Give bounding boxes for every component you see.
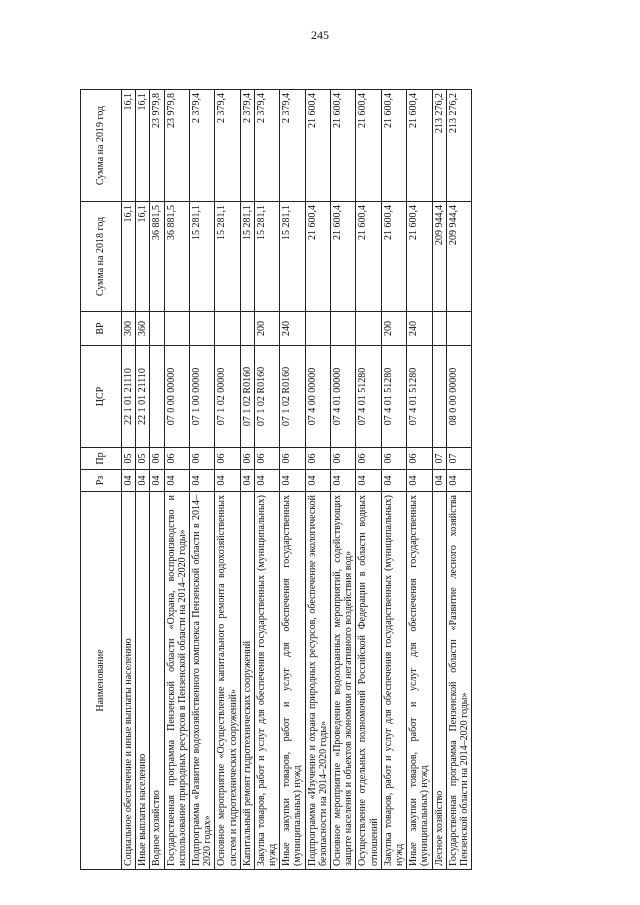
row-name: Осуществление отдельных полномочий Российской Федерации в области водных отношений	[356, 492, 381, 870]
row-rz: 04	[356, 470, 381, 492]
row-csr: 07 1 02 R0160	[240, 346, 254, 448]
header-sum-2018: Сумма на 2018 год	[81, 202, 122, 312]
row-csr: 07 1 02 R0160	[254, 346, 279, 448]
row-sum-2018: 209 944,4	[446, 202, 471, 312]
row-sum-2018: 36 881,5	[164, 202, 189, 312]
row-rz: 04	[381, 470, 406, 492]
table-row	[280, 90, 305, 870]
row-sum-2019: 213 276,2	[446, 90, 471, 202]
table-row	[432, 90, 446, 870]
row-sum-2019: 23 979,8	[164, 90, 189, 202]
row-rz: 04	[331, 470, 356, 492]
row-sum-2019: 21 600,4	[305, 90, 330, 202]
row-csr: 08 0 00 00000	[446, 346, 471, 448]
row-pr: 06	[164, 448, 189, 470]
row-pr: 06	[240, 448, 254, 470]
row-sum-2018: 16,1	[136, 202, 150, 312]
row-name: Подпрограмма «Развитие водохозяйственного комплекса Пензенской области в 2014–2020 годах»	[189, 492, 214, 870]
row-csr: 07 4 01 51280	[356, 346, 381, 448]
row-vr	[164, 312, 189, 346]
row-csr: 07 0 00 00000	[164, 346, 189, 448]
row-sum-2019: 21 600,4	[331, 90, 356, 202]
table-header-row	[81, 90, 122, 870]
row-name: Государственная программа Пензенской области «Охрана, воспроизводство и использование природных ресурсов в Пензенской области на 2014–2020 годы»	[164, 492, 189, 870]
table-body	[122, 90, 472, 870]
row-name: Основное мероприятие «Осуществление капитального ремонта водохозяйственных систем и гидротехнических сооружений»	[215, 492, 240, 870]
row-csr: 07 1 00 00000	[189, 346, 214, 448]
row-name: Иные закупки товаров, работ и услуг для обеспечения государственных (муниципальных) нужд	[407, 492, 432, 870]
row-sum-2018: 15 281,1	[215, 202, 240, 312]
row-sum-2018: 15 281,1	[240, 202, 254, 312]
header-csr: ЦСР	[81, 346, 122, 448]
table-row	[136, 90, 150, 870]
row-vr: 200	[254, 312, 279, 346]
row-rz: 04	[136, 470, 150, 492]
table-row	[381, 90, 406, 870]
row-csr: 07 4 01 51280	[407, 346, 432, 448]
row-pr: 06	[254, 448, 279, 470]
row-sum-2019: 2 379,4	[215, 90, 240, 202]
row-sum-2019: 21 600,4	[407, 90, 432, 202]
row-sum-2018: 21 600,4	[331, 202, 356, 312]
row-name: Капитальный ремонт гидротехнических сооружений	[240, 492, 254, 870]
table-row	[189, 90, 214, 870]
row-sum-2019: 213 276,2	[432, 90, 446, 202]
row-pr: 06	[305, 448, 330, 470]
row-pr: 06	[381, 448, 406, 470]
table-row	[150, 90, 164, 870]
row-vr	[446, 312, 471, 346]
row-vr: 360	[136, 312, 150, 346]
row-rz: 04	[240, 470, 254, 492]
table-row	[446, 90, 471, 870]
row-pr: 06	[331, 448, 356, 470]
row-vr: 240	[407, 312, 432, 346]
header-rz: Рз	[81, 470, 122, 492]
row-rz: 04	[122, 470, 136, 492]
row-csr	[150, 346, 164, 448]
row-rz: 04	[150, 470, 164, 492]
row-sum-2019: 16,1	[136, 90, 150, 202]
row-vr	[331, 312, 356, 346]
row-pr: 06	[189, 448, 214, 470]
row-name: Подпрограмма «Изучение и охрана природных ресурсов, обеспечение экологической безопасности на 2014–2020 годы»	[305, 492, 330, 870]
row-pr: 07	[446, 448, 471, 470]
row-csr: 07 1 02 R0160	[280, 346, 305, 448]
row-sum-2018: 15 281,1	[254, 202, 279, 312]
row-name: Социальное обеспечение и иные выплаты населению	[122, 492, 136, 870]
table-row	[240, 90, 254, 870]
row-rz: 04	[164, 470, 189, 492]
row-pr: 05	[136, 448, 150, 470]
table-row	[331, 90, 356, 870]
row-name: Закупка товаров, работ и услуг для обеспечения государственных (муниципальных) нужд	[254, 492, 279, 870]
row-rz: 04	[446, 470, 471, 492]
row-rz: 04	[215, 470, 240, 492]
row-vr	[215, 312, 240, 346]
row-sum-2018: 21 600,4	[356, 202, 381, 312]
table-row	[356, 90, 381, 870]
row-vr: 240	[280, 312, 305, 346]
row-vr	[189, 312, 214, 346]
row-rz: 04	[254, 470, 279, 492]
row-rz: 04	[305, 470, 330, 492]
row-sum-2018: 21 600,4	[381, 202, 406, 312]
row-rz: 04	[189, 470, 214, 492]
header-vr: ВР	[81, 312, 122, 346]
row-csr	[432, 346, 446, 448]
row-csr: 22 1 01 21110	[136, 346, 150, 448]
header-name: Наименование	[81, 492, 122, 870]
table-row	[164, 90, 189, 870]
row-sum-2019: 21 600,4	[356, 90, 381, 202]
row-name: Государственная программа Пензенской области «Развитие лесного хозяйства Пензенской области на 2014–2020 годы»	[446, 492, 471, 870]
row-name: Основное мероприятие «Проведение водоохранных мероприятий, содействующих защите населения и объектов экономики от негативного воздействия вод»	[331, 492, 356, 870]
row-vr	[432, 312, 446, 346]
row-csr: 22 1 01 21110	[122, 346, 136, 448]
row-rz: 04	[432, 470, 446, 492]
row-name: Иные выплаты населению	[136, 492, 150, 870]
table-row	[305, 90, 330, 870]
row-vr	[305, 312, 330, 346]
row-pr: 06	[356, 448, 381, 470]
row-pr: 06	[150, 448, 164, 470]
row-sum-2018: 15 281,1	[189, 202, 214, 312]
row-sum-2018: 15 281,1	[280, 202, 305, 312]
row-pr: 07	[432, 448, 446, 470]
row-name: Водное хозяйство	[150, 492, 164, 870]
row-name: Лесное хозяйство	[432, 492, 446, 870]
row-vr: 200	[381, 312, 406, 346]
row-sum-2019: 21 600,4	[381, 90, 406, 202]
row-sum-2018: 16,1	[122, 202, 136, 312]
row-vr	[356, 312, 381, 346]
row-rz: 04	[280, 470, 305, 492]
table-row	[407, 90, 432, 870]
row-sum-2019: 2 379,4	[240, 90, 254, 202]
row-sum-2018: 209 944,4	[432, 202, 446, 312]
row-name: Закупка товаров, работ и услуг для обеспечения государственных (муниципальных) нужд	[381, 492, 406, 870]
row-csr: 07 4 00 00000	[305, 346, 330, 448]
page-number: 245	[311, 28, 329, 42]
budget-table	[80, 89, 472, 870]
row-sum-2018: 36 881,5	[150, 202, 164, 312]
row-pr: 06	[407, 448, 432, 470]
row-pr: 06	[215, 448, 240, 470]
row-vr	[150, 312, 164, 346]
row-vr: 300	[122, 312, 136, 346]
row-pr: 05	[122, 448, 136, 470]
row-vr	[240, 312, 254, 346]
header-pr: Пр	[81, 448, 122, 470]
row-sum-2019: 2 379,4	[254, 90, 279, 202]
table-row	[254, 90, 279, 870]
row-name: Иные закупки товаров, работ и услуг для обеспечения государственных (муниципальных) нужд	[280, 492, 305, 870]
row-sum-2019: 16,1	[122, 90, 136, 202]
row-pr: 06	[280, 448, 305, 470]
row-sum-2019: 2 379,4	[280, 90, 305, 202]
table-row	[215, 90, 240, 870]
row-sum-2019: 2 379,4	[189, 90, 214, 202]
table-row	[122, 90, 136, 870]
row-csr: 07 4 01 51280	[381, 346, 406, 448]
row-sum-2019: 23 979,8	[150, 90, 164, 202]
budget-table-rotated	[80, 90, 540, 870]
header-sum-2019: Сумма на 2019 год	[81, 90, 122, 202]
row-sum-2018: 21 600,4	[305, 202, 330, 312]
row-rz: 04	[407, 470, 432, 492]
row-csr: 07 1 02 00000	[215, 346, 240, 448]
row-sum-2018: 21 600,4	[407, 202, 432, 312]
row-csr: 07 4 01 00000	[331, 346, 356, 448]
